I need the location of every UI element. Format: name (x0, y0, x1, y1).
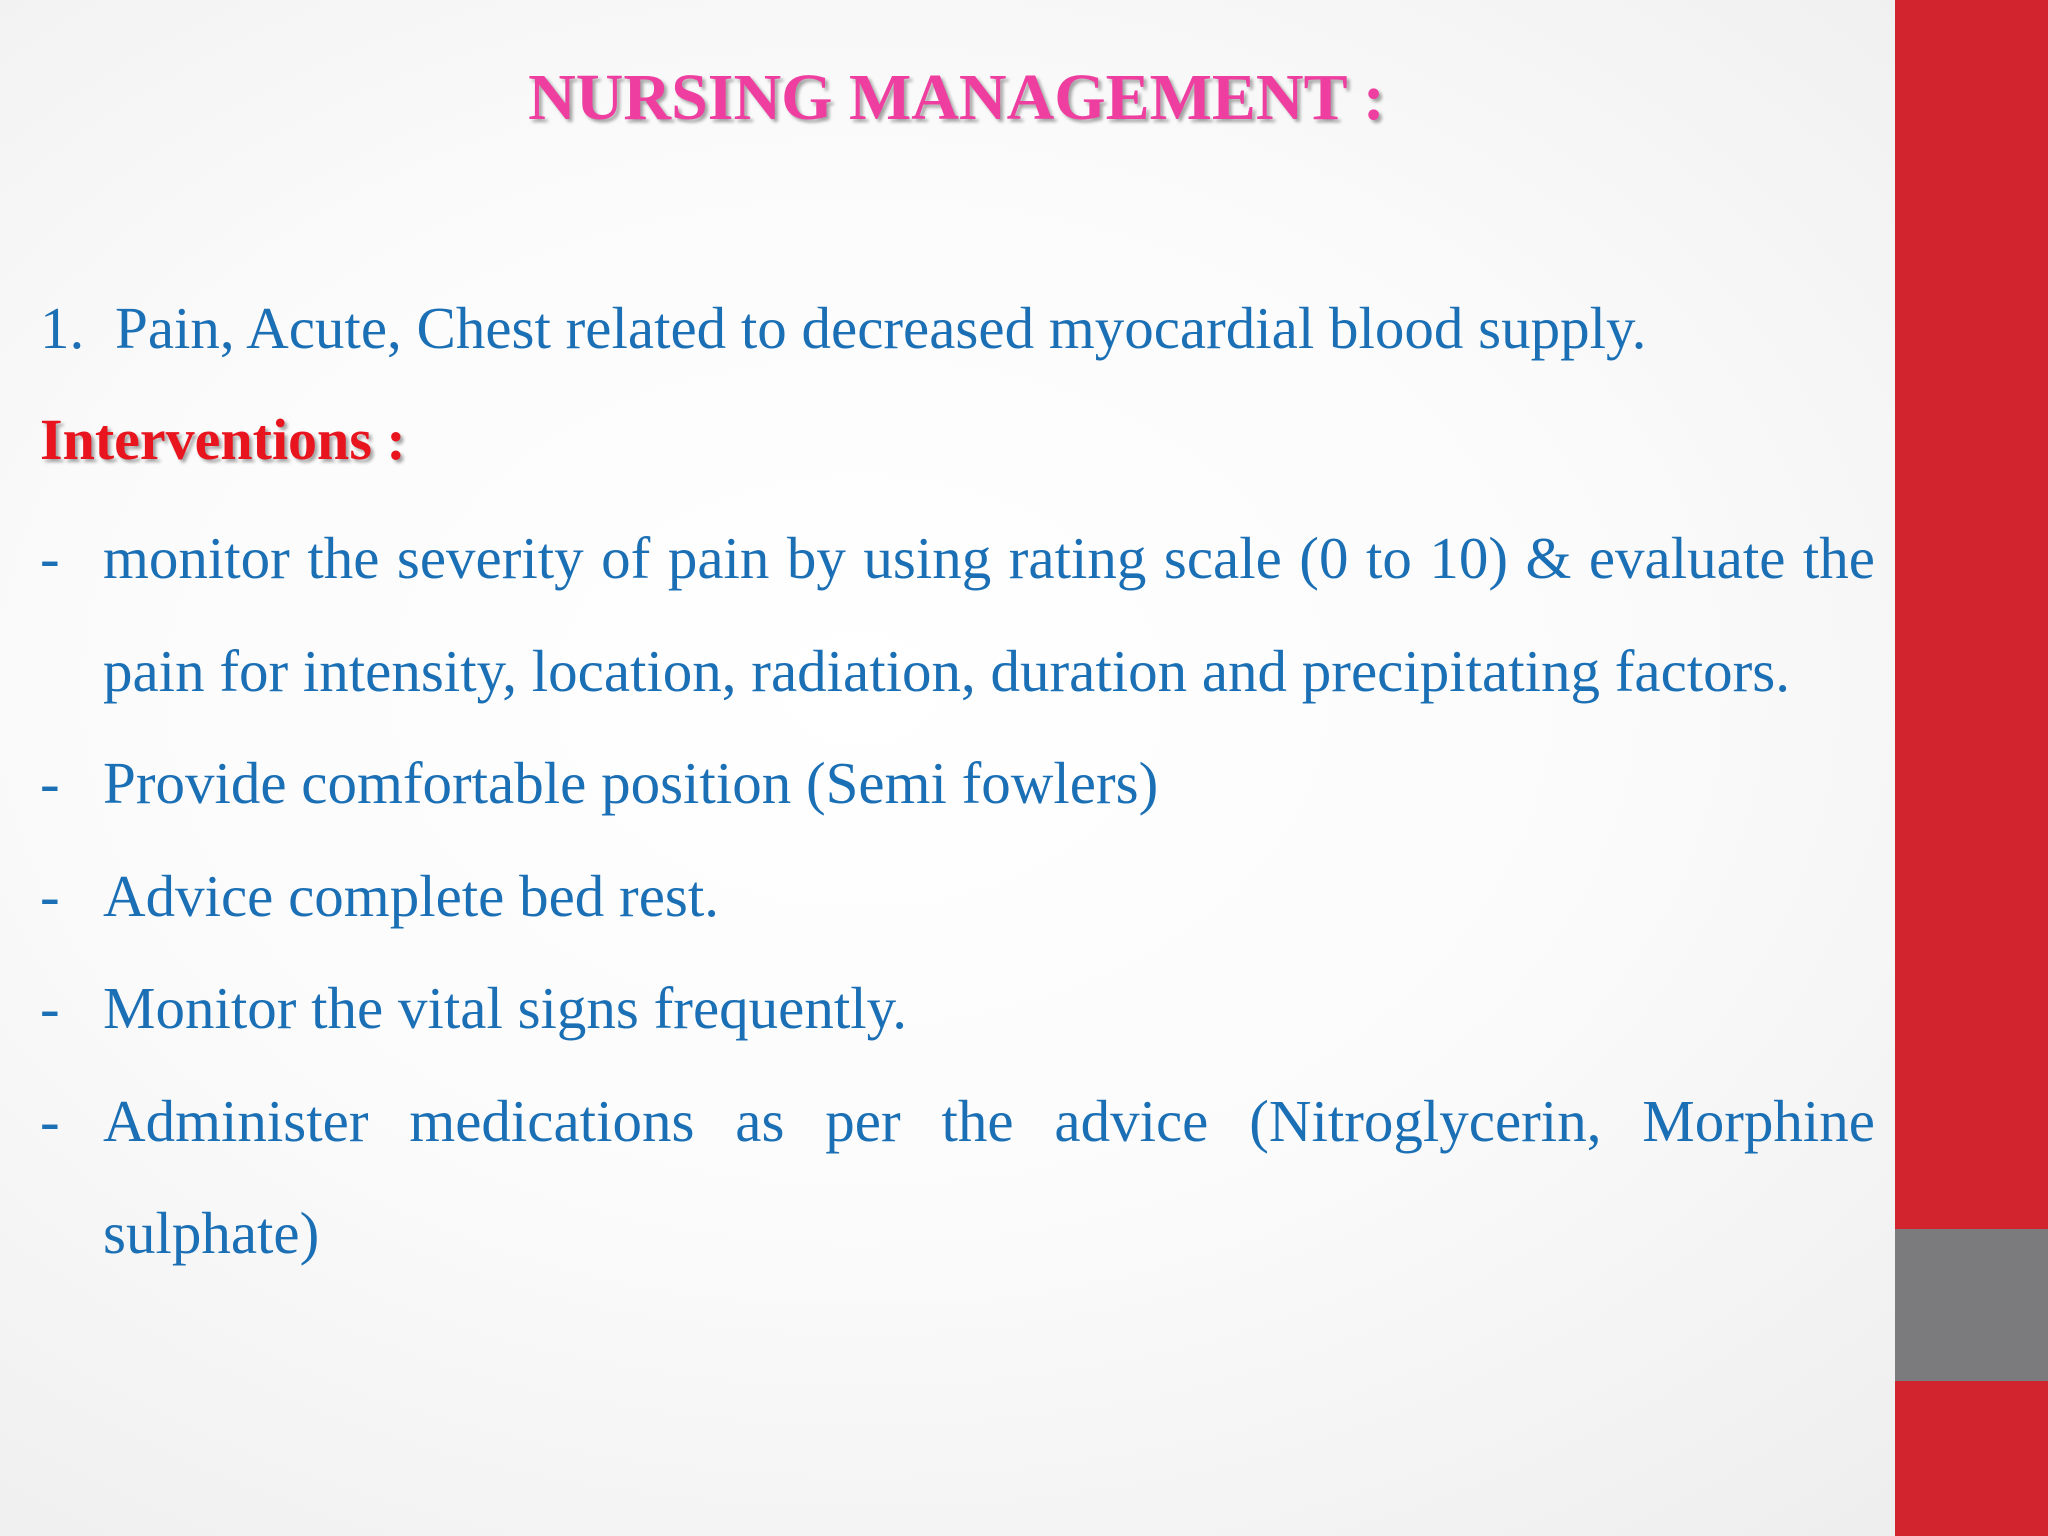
sidebar-red-bottom-block (1895, 1381, 2048, 1536)
diagnosis-text: Pain, Acute, Chest related to decreased myocardial blood supply. (115, 295, 1647, 361)
diagnosis-number: 1. (40, 295, 85, 361)
bullet-dash: - (40, 862, 60, 929)
interventions-list (40, 502, 1875, 1290)
intervention-item (40, 1065, 1875, 1290)
nursing-diagnosis (40, 288, 1646, 368)
slide-title: NURSING MANAGEMENT : (528, 61, 1385, 134)
bullet-dash: - (40, 1087, 60, 1154)
sidebar-gray-block (1895, 1229, 2048, 1381)
intervention-text: monitor the severity of pain by using rating scale (0 to 10) & evaluate the pain for intensity, location, radiation, duration and precipitating factors. (103, 525, 1875, 704)
decorative-sidebar (1895, 0, 2048, 1536)
intervention-text: Monitor the vital signs frequently. (103, 975, 908, 1041)
intervention-text: Provide comfortable position (Semi fowlers) (103, 750, 1159, 816)
interventions-heading: Interventions : (40, 407, 406, 472)
bullet-dash: - (40, 750, 60, 816)
intervention-item (40, 502, 1875, 727)
intervention-item (40, 952, 1875, 1065)
intervention-text: Administer medications as per the advice (Nitroglycerin, Morphine sulphate) (103, 1087, 1875, 1266)
bullet-dash: - (40, 525, 60, 591)
intervention-item (40, 840, 1875, 953)
bullet-dash: - (40, 975, 60, 1041)
sidebar-red-block (1895, 0, 2048, 1229)
intervention-text: Advice complete bed rest. (103, 862, 719, 929)
intervention-item (40, 727, 1875, 840)
